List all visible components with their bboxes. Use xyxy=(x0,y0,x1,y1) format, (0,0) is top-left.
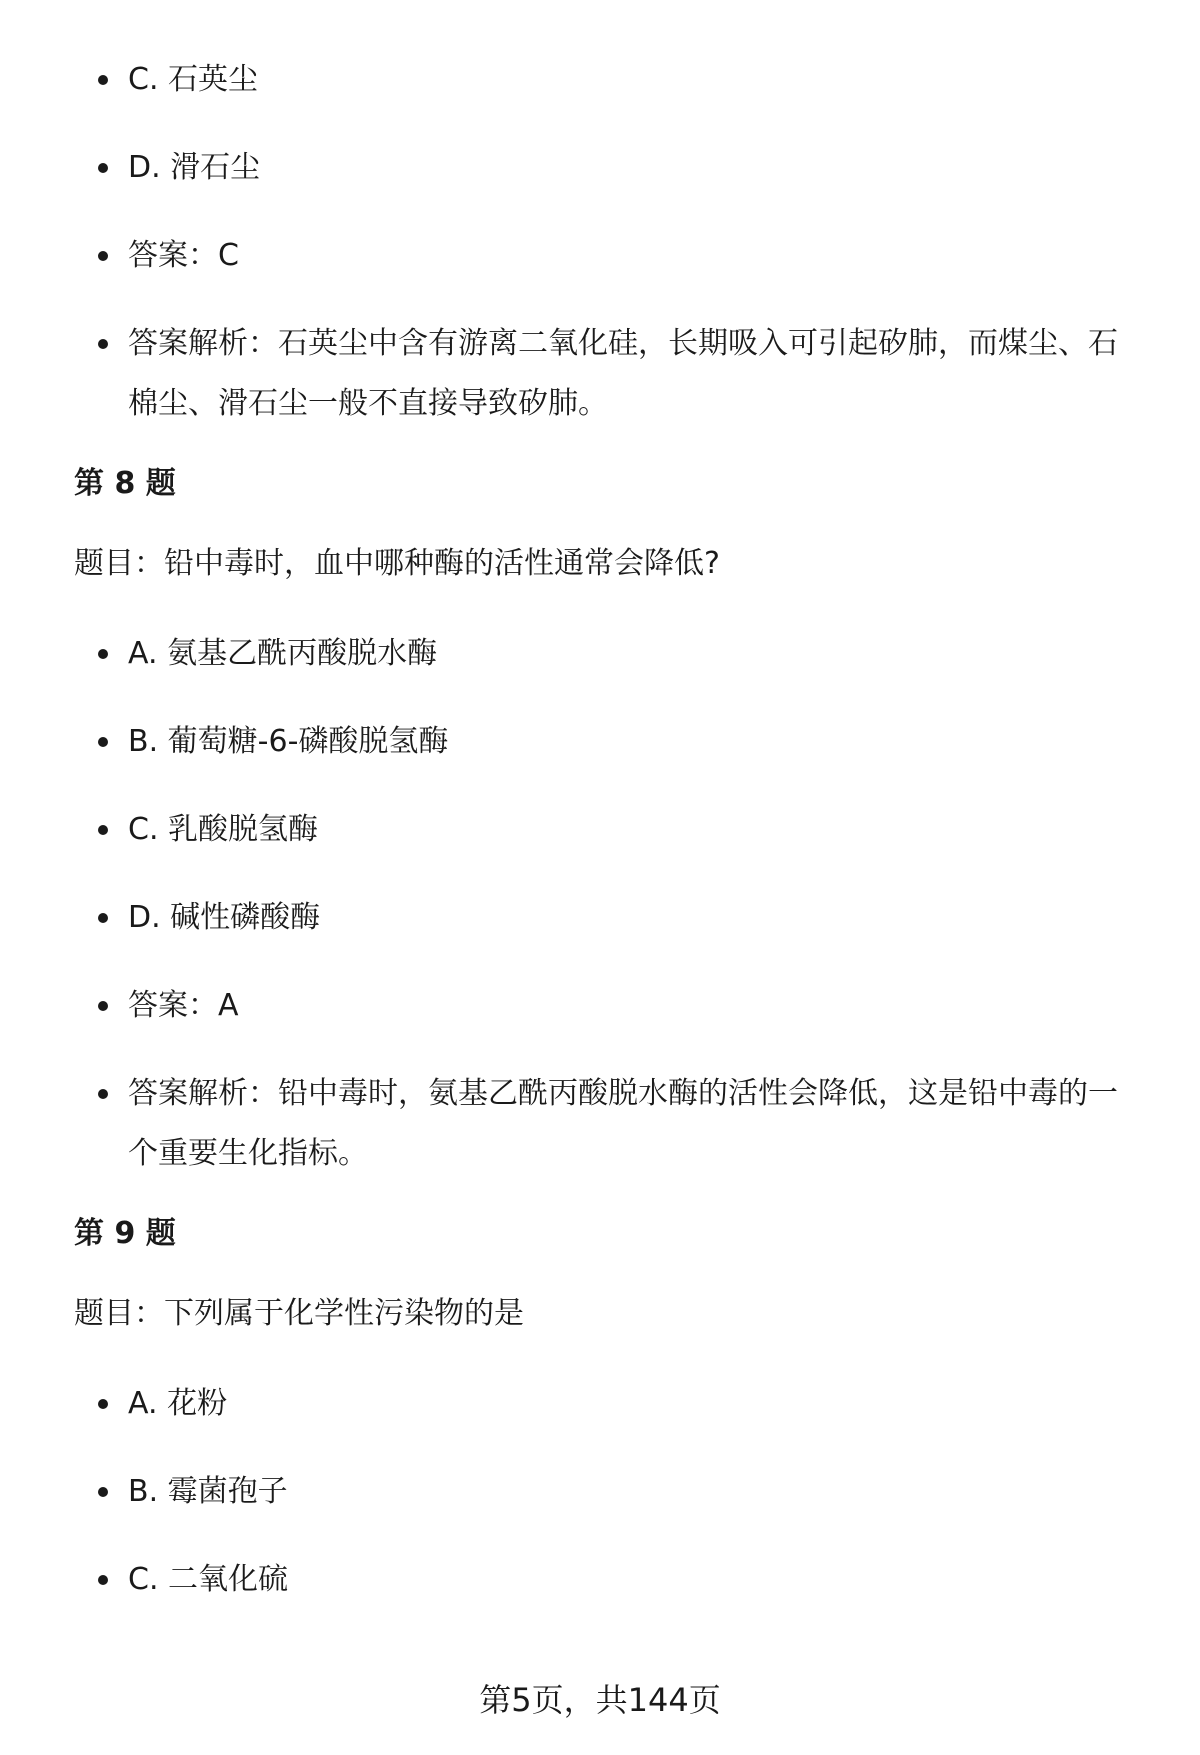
option-d: D. 碱性磷酸酶 xyxy=(0,888,1200,948)
question-8-stem: 题目：铅中毒时，血中哪种酶的活性通常会降低? xyxy=(74,546,720,581)
question-7-options xyxy=(0,50,1200,434)
answer-explanation: 答案解析：铅中毒时，氨基乙酰丙酸脱水酶的活性会降低，这是铅中毒的一个重要生化指标。 xyxy=(0,1064,1200,1184)
option-c: C. 乳酸脱氢酶 xyxy=(0,800,1200,860)
answer: 答案：A xyxy=(0,976,1200,1036)
answer-explanation: 答案解析：石英尘中含有游离二氧化硅，长期吸入可引起矽肺，而煤尘、石棉尘、滑石尘一般不直接导致矽肺。 xyxy=(0,314,1200,434)
question-9-heading: 第 9 题 xyxy=(74,1216,176,1251)
option-d: D. 滑石尘 xyxy=(0,138,1200,198)
question-8-heading: 第 8 题 xyxy=(74,466,176,501)
question-8-options xyxy=(0,624,1200,1184)
option-b: B. 葡萄糖-6-磷酸脱氢酶 xyxy=(0,712,1200,772)
answer: 答案：C xyxy=(0,226,1200,286)
question-9-options xyxy=(0,1374,1200,1610)
option-a: A. 氨基乙酰丙酸脱水酶 xyxy=(0,624,1200,684)
option-c: C. 石英尘 xyxy=(0,50,1200,110)
option-c: C. 二氧化硫 xyxy=(0,1550,1200,1610)
option-a: A. 花粉 xyxy=(0,1374,1200,1434)
option-b: B. 霉菌孢子 xyxy=(0,1462,1200,1522)
page-number: 第5页，共144页 xyxy=(479,1681,721,1719)
question-9-stem: 题目：下列属于化学性污染物的是 xyxy=(74,1296,524,1331)
